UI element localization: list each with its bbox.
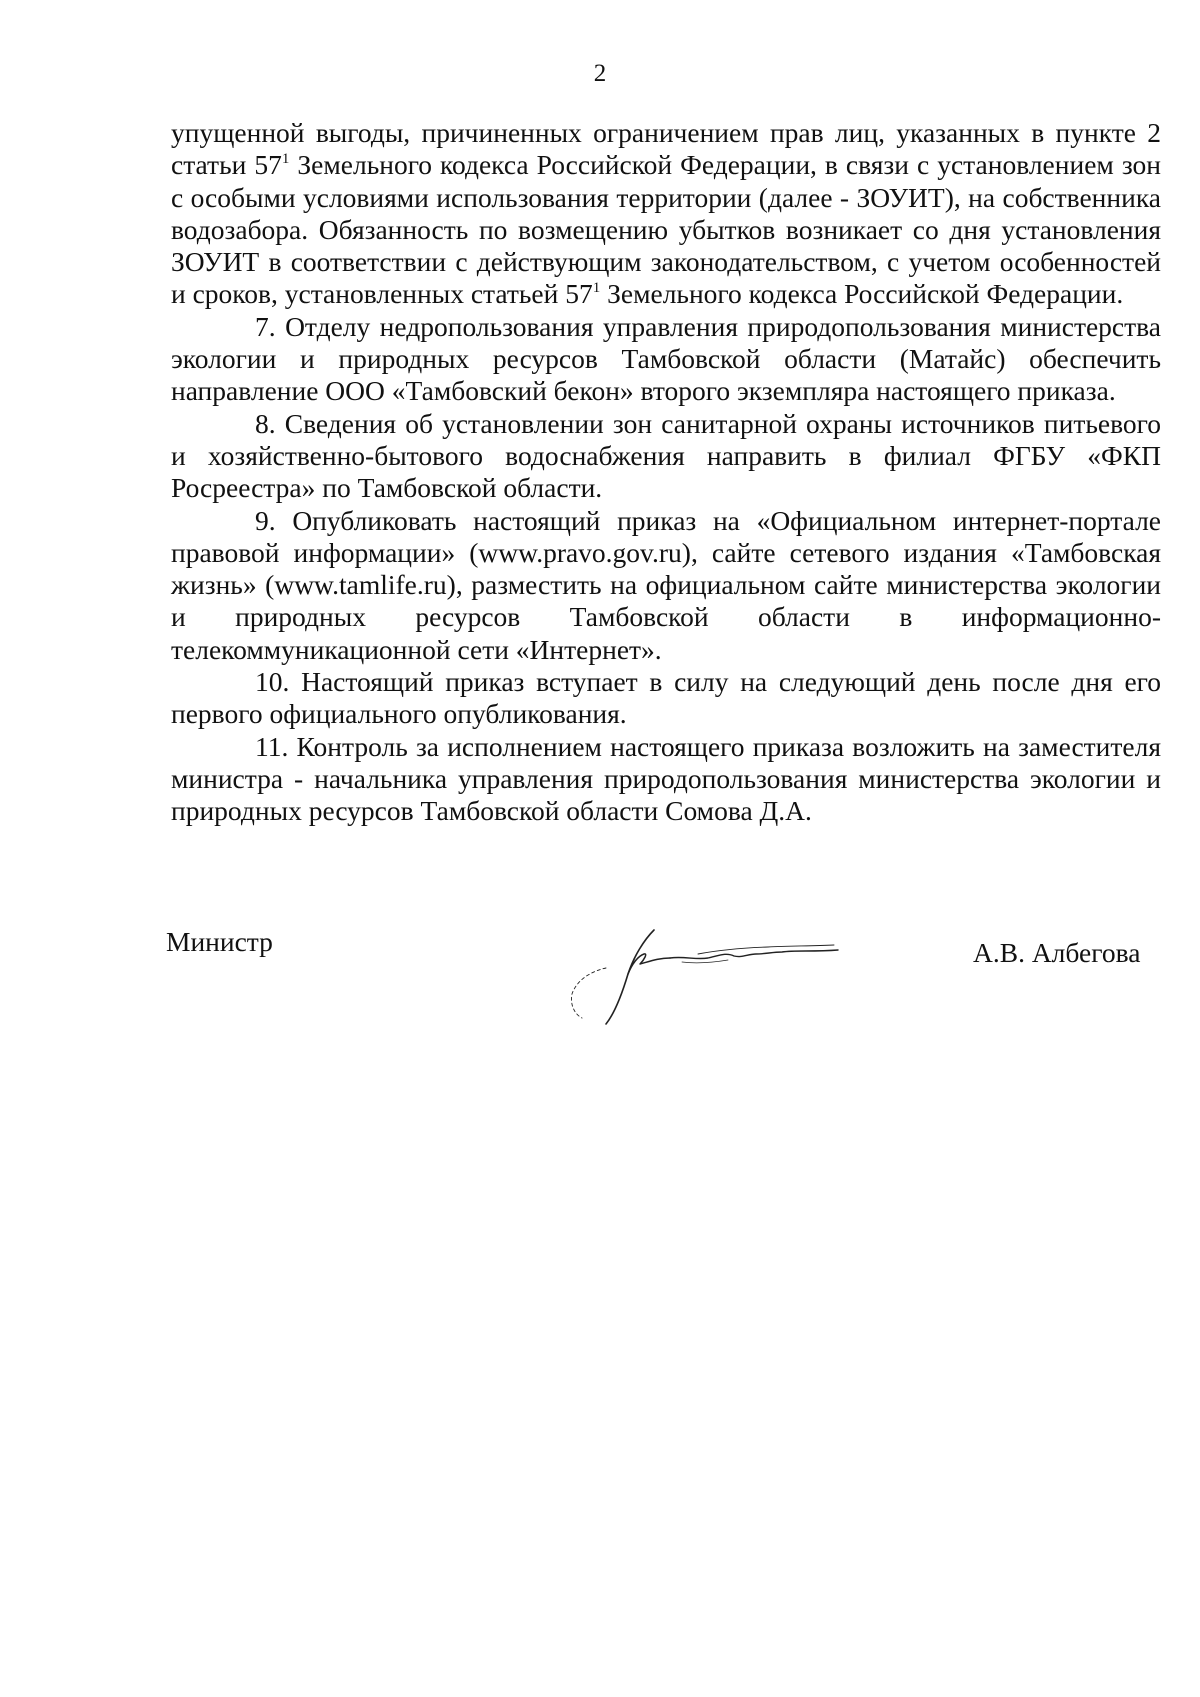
paragraph-6-text-part3: Земельного кодекса Российской Федерации. (600, 278, 1124, 310)
signatory-title: Министр (166, 926, 273, 957)
paragraph-6-continuation (171, 117, 1161, 311)
signatory-name: А.В. Албегова (973, 937, 1141, 968)
page-number: 2 (593, 60, 607, 87)
paragraph-7: 7. Отделу недропользования управления природопользования министерства экологии и природных ресурсов Тамбовской области (Матайс) обеспечить направление ООО «Тамбовский бекон» второго экземпляра настоящего приказа. (171, 310, 1161, 407)
paragraph-6-text-part1: упущенной выгоды, причиненных ограничением прав лиц, указанных в пункте 2 статьи 57 (171, 117, 1161, 181)
handwritten-signature (548, 918, 848, 1030)
paragraph-11: 11. Контроль за исполнением настоящего приказа возложить на заместителя министра - начальника управления природопользования министерства экологии и природных ресурсов Тамбовской области Сомова Д.А. (171, 730, 1161, 827)
paragraph-9: 9. Опубликовать настоящий приказ на «Официальном интернет-портале правовой информации» (www.pravo.gov.ru), сайте сетевого издания «Тамбовская жизнь» (www.tamlife.ru), разместить на официальном сайте министерства экологии и природных ресурсов Тамбовской области в информационно-телекоммуникационной сети «Интернет». (171, 504, 1161, 665)
article-superscript: 1 (281, 151, 290, 168)
article-superscript-2: 1 (592, 280, 601, 297)
paragraph-8: 8. Сведения об установлении зон санитарной охраны источников питьевого и хозяйственно-бытового водоснабжения направить в филиал ФГБУ «ФКП Росреестра» по Тамбовской области. (171, 407, 1161, 504)
document-body (171, 117, 1161, 828)
paragraph-10: 10. Настоящий приказ вступает в силу на следующий день после дня его первого официального опубликования. (171, 666, 1161, 730)
paragraph-6-text-part2: Земельного кодекса Российской Федерации, в связи с установлением зон с особыми условиями использования территории (далее - ЗОУИТ), на собственника водозабора. Обязанность по возмещению убытков возникает со дня установления ЗОУИТ в соответствии с действующим законодательством, с учетом особенностей и сроков, установленных статьей 57 (171, 149, 1161, 310)
